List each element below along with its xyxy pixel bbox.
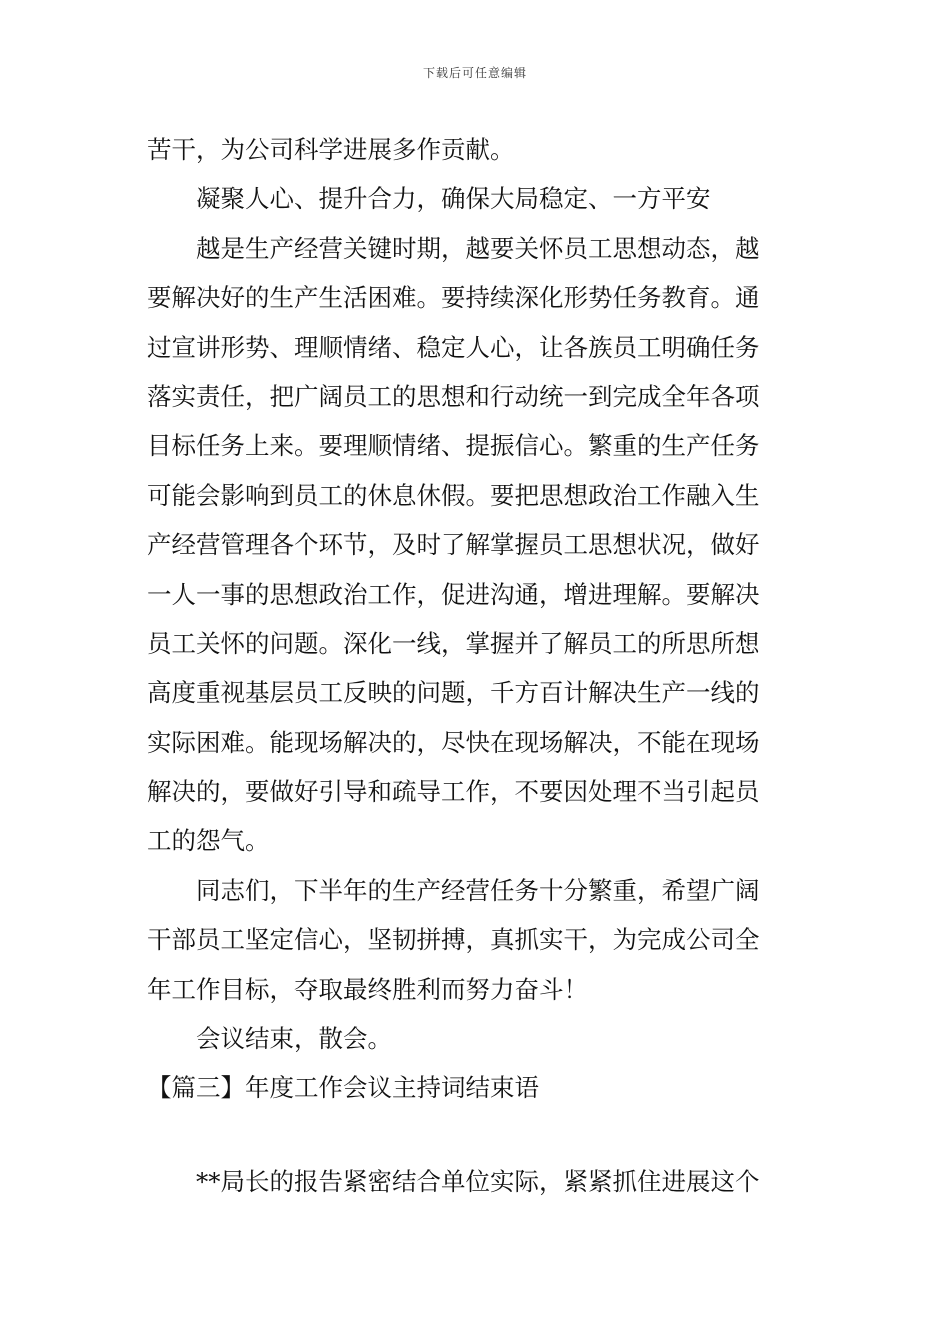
text-line: 高度重视基层员工反映的问题，千方百计解决生产一线的 — [147, 678, 760, 708]
text-line: **局长的报告紧密结合单位实际，紧紧抓住进展这个 — [196, 1166, 760, 1196]
text-line: 苦干，为公司科学进展多作贡献。 — [147, 135, 515, 164]
text-line: 过宣讲形势、理顺情绪、稳定人心，让各族员工明确任务 — [147, 332, 760, 362]
text-line: 工的怨气。 — [147, 826, 270, 856]
section-heading: 凝聚人心、提升合力，确保大局稳定、一方平安 — [196, 184, 711, 214]
document-body — [147, 125, 807, 1206]
text-line: 年工作目标，夺取最终胜利而努力奋斗！ — [147, 974, 588, 1004]
text-line: 目标任务上来。要理顺情绪、提振信心。繁重的生产任务 — [147, 431, 760, 461]
section-title: 【篇三】年度工作会议主持词结束语 — [147, 1073, 539, 1103]
text-line: 产经营管理各个环节，及时了解掌握员工思想状况，做好 — [147, 530, 760, 560]
blank-spacer — [147, 1113, 807, 1157]
text-line: 越是生产经营关键时期，越要关怀员工思想动态，越 — [196, 233, 760, 263]
text-line: 实际困难。能现场解决的，尽快在现场解决，不能在现场 — [147, 727, 760, 757]
page-header: 下载后可任意编辑 — [422, 66, 527, 80]
text-line: 落实责任，把广阔员工的思想和行动统一到完成全年各项 — [147, 381, 760, 411]
text-line: 会议结束，散会。 — [196, 1024, 392, 1054]
text-line: 解决的，要做好引导和疏导工作，不要因处理不当引起员 — [147, 777, 760, 807]
text-line: 员工关怀的问题。深化一线，掌握并了解员工的所思所想 — [147, 628, 760, 658]
text-line: 干部员工坚定信心，坚韧拼搏，真抓实干，为完成公司全 — [147, 925, 760, 955]
text-line: 可能会影响到员工的休息休假。要把思想政治工作融入生 — [147, 480, 760, 510]
text-line: 一人一事的思想政治工作，促进沟通，增进理解。要解决 — [147, 579, 760, 609]
text-line: 同志们，下半年的生产经营任务十分繁重，希望广阔 — [196, 875, 760, 905]
text-line: 要解决好的生产生活困难。要持续深化形势任务教育。通 — [147, 283, 760, 313]
